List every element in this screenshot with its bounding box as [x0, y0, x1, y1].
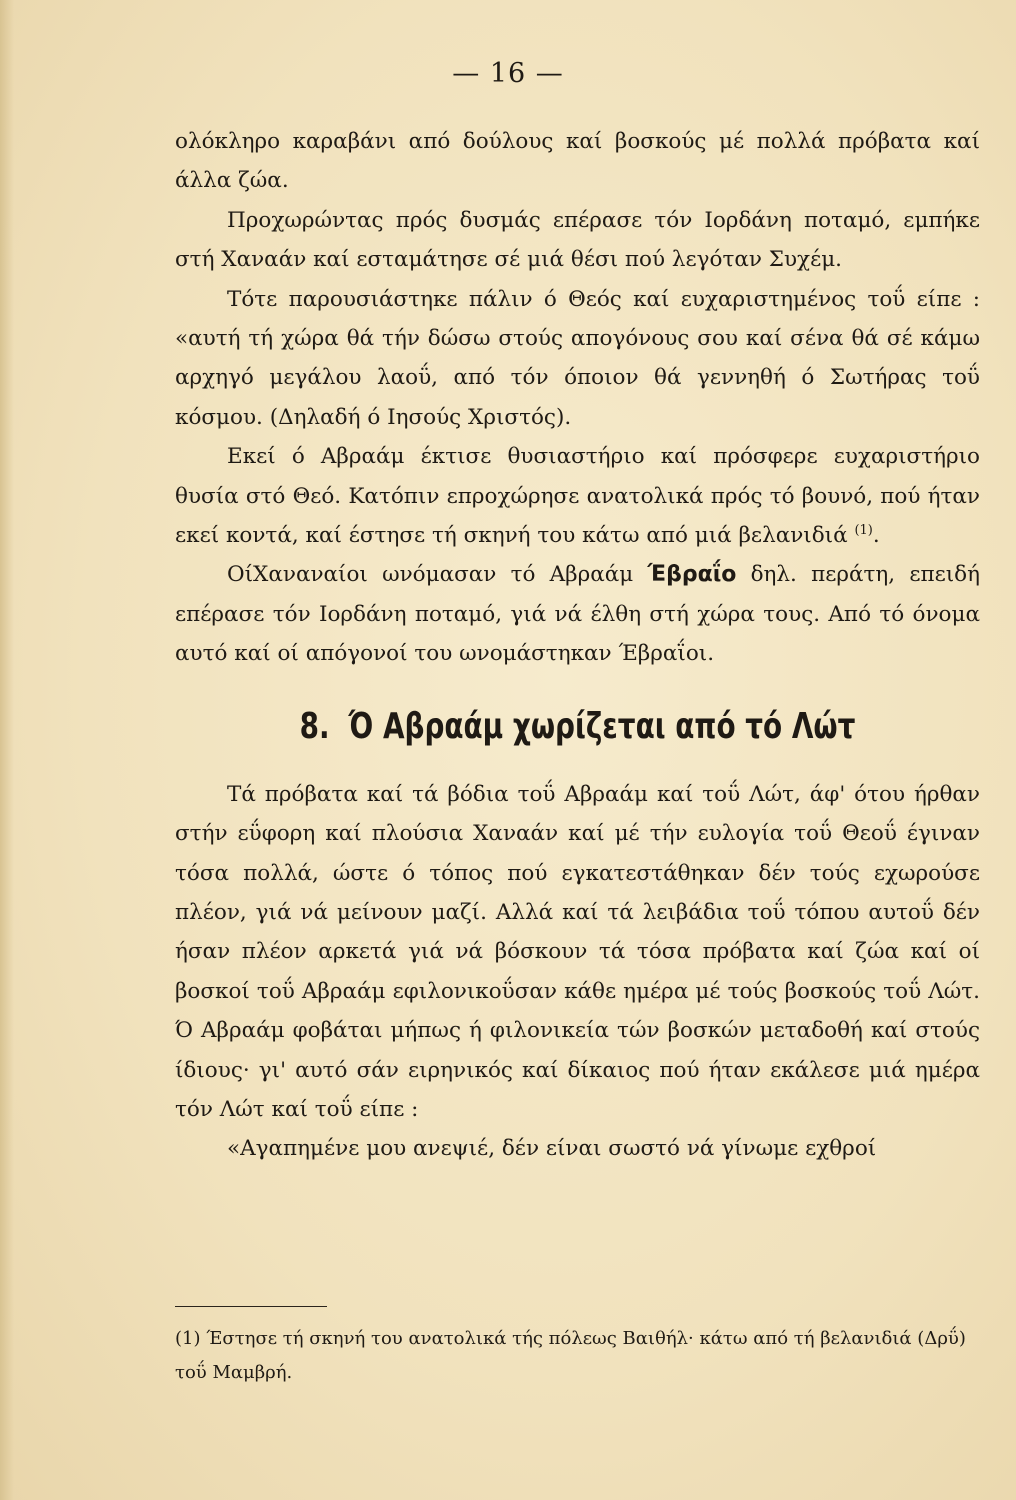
page-number: — 16 —	[452, 58, 564, 89]
paragraph-2: Προχωρώντας πρός δυσμάς επέρασε τόν Ιορδάνη ποταμό, εμπήκε στή Χαναάν καί εσταμάτησε σέ μιά θέσι πού λεγόταν Συχέμ.	[175, 207, 980, 273]
body-text	[175, 122, 980, 1169]
chapter-paragraph-1: Τά πρόβατα καί τά βόδια τοΰ Αβραάμ καί τοΰ Λώτ, άφ' ότου ήρθαν στήν εΰφορη καί πλούσια Χαναάν καί μέ τήν ευλογία τοΰ Θεοΰ έγιναν τόσα πολλά, ώστε ό τόπος πού εγκατεστάθηκαν δέν τούς εχωρούσε πλέον, γιά νά μείνουν μαζί. Αλλά καί τά λειβάδια τοΰ τόπου αυτοΰ δέν ήσαν πλέον αρκετά γιά νά βόσκουν τά τόσα πρόβατα καί ζώα καί οί βοσκοί τοΰ Αβραάμ εφιλονικοΰσαν κάθε ημέρα μέ τούς βοσκούς τοΰ Λώτ. Ό Αβραάμ φοβάται μήπως ή φιλονικεία τών βοσκών μεταδοθή καί στούς ίδιους· γι' αυτό σάν ειρηνικός καί δίκαιος πού ήταν εκάλεσε μιά ημέρα τόν Λώτ καί τοΰ είπε :	[175, 781, 980, 1122]
footnote-marker: (1)	[175, 1328, 201, 1349]
paragraph-1: ολόκληρο καραβάνι από δούλους καί βοσκούς μέ πολλά πρόβατα καί άλλα ζώα.	[175, 129, 980, 194]
paragraph-3: Τότε παρουσιάστηκε πάλιν ό Θεός καί ευχαριστημένος τοΰ είπε : «αυτή τή χώρα θά τήν δώσω στούς απογόνους σου καί σένα θά σέ κάμω αρχηγό μεγάλου λαοΰ, από τόν όποιον θά γεννηθή ό Σωτήρας τοΰ κόσμου. (Δηλαδή ό Ιησούς Χριστός).	[175, 286, 980, 430]
chapter-heading	[231, 706, 923, 747]
paragraph-4-end: .	[872, 523, 880, 549]
chapter-paragraph-2: «Αγαπημένε μου ανεψιέ, δέν είναι σωστό νά γίνωμε εχθροί	[227, 1136, 877, 1162]
footnote-divider	[175, 1306, 327, 1307]
paragraph-4	[175, 437, 980, 555]
chapter-number: 8.	[299, 705, 330, 747]
paragraph-5-rest: δηλ. περάτη, επειδή επέρασε τόν Ιορδάνη ποταμό, γιά νά έλθη στή χώρα τους. Από τό όνομα αυτό καί οί απόγονοί του ωνομάστηκαν Έβραΐοι.	[175, 562, 980, 667]
page-edge-shadow	[0, 0, 14, 1500]
footnote-reference[interactable]: (1)	[854, 522, 873, 538]
chapter-title: Ό Αβραάμ χωρίζεται από τό Λώτ	[348, 705, 856, 747]
paragraph-5-text: ΟίΧαναναίοι ωνόμασαν τό Αβραάμ	[227, 562, 648, 588]
bold-term: Έβραΐο	[647, 562, 737, 588]
footnote-text: Έστησε τή σκηνή του ανατολικά τής πόλεως Βαιθήλ· κάτω από τή βελανιδιά (Δρΰ) τοΰ Μαμβρή.	[175, 1328, 966, 1383]
footnote	[175, 1322, 980, 1390]
paragraph-4-text: Εκεί ό Αβραάμ έκτισε θυσιαστήριο καί πρόσφερε ευχαριστήριο θυσία στό Θεό. Κατόπιν επροχώρησε ανατολικά πρός τό βουνό, πού ήταν εκεί κοντά, καί έστησε τή σκηνή του κάτω από μιά βελανιδιά	[175, 444, 980, 549]
paragraph-5	[175, 555, 980, 673]
